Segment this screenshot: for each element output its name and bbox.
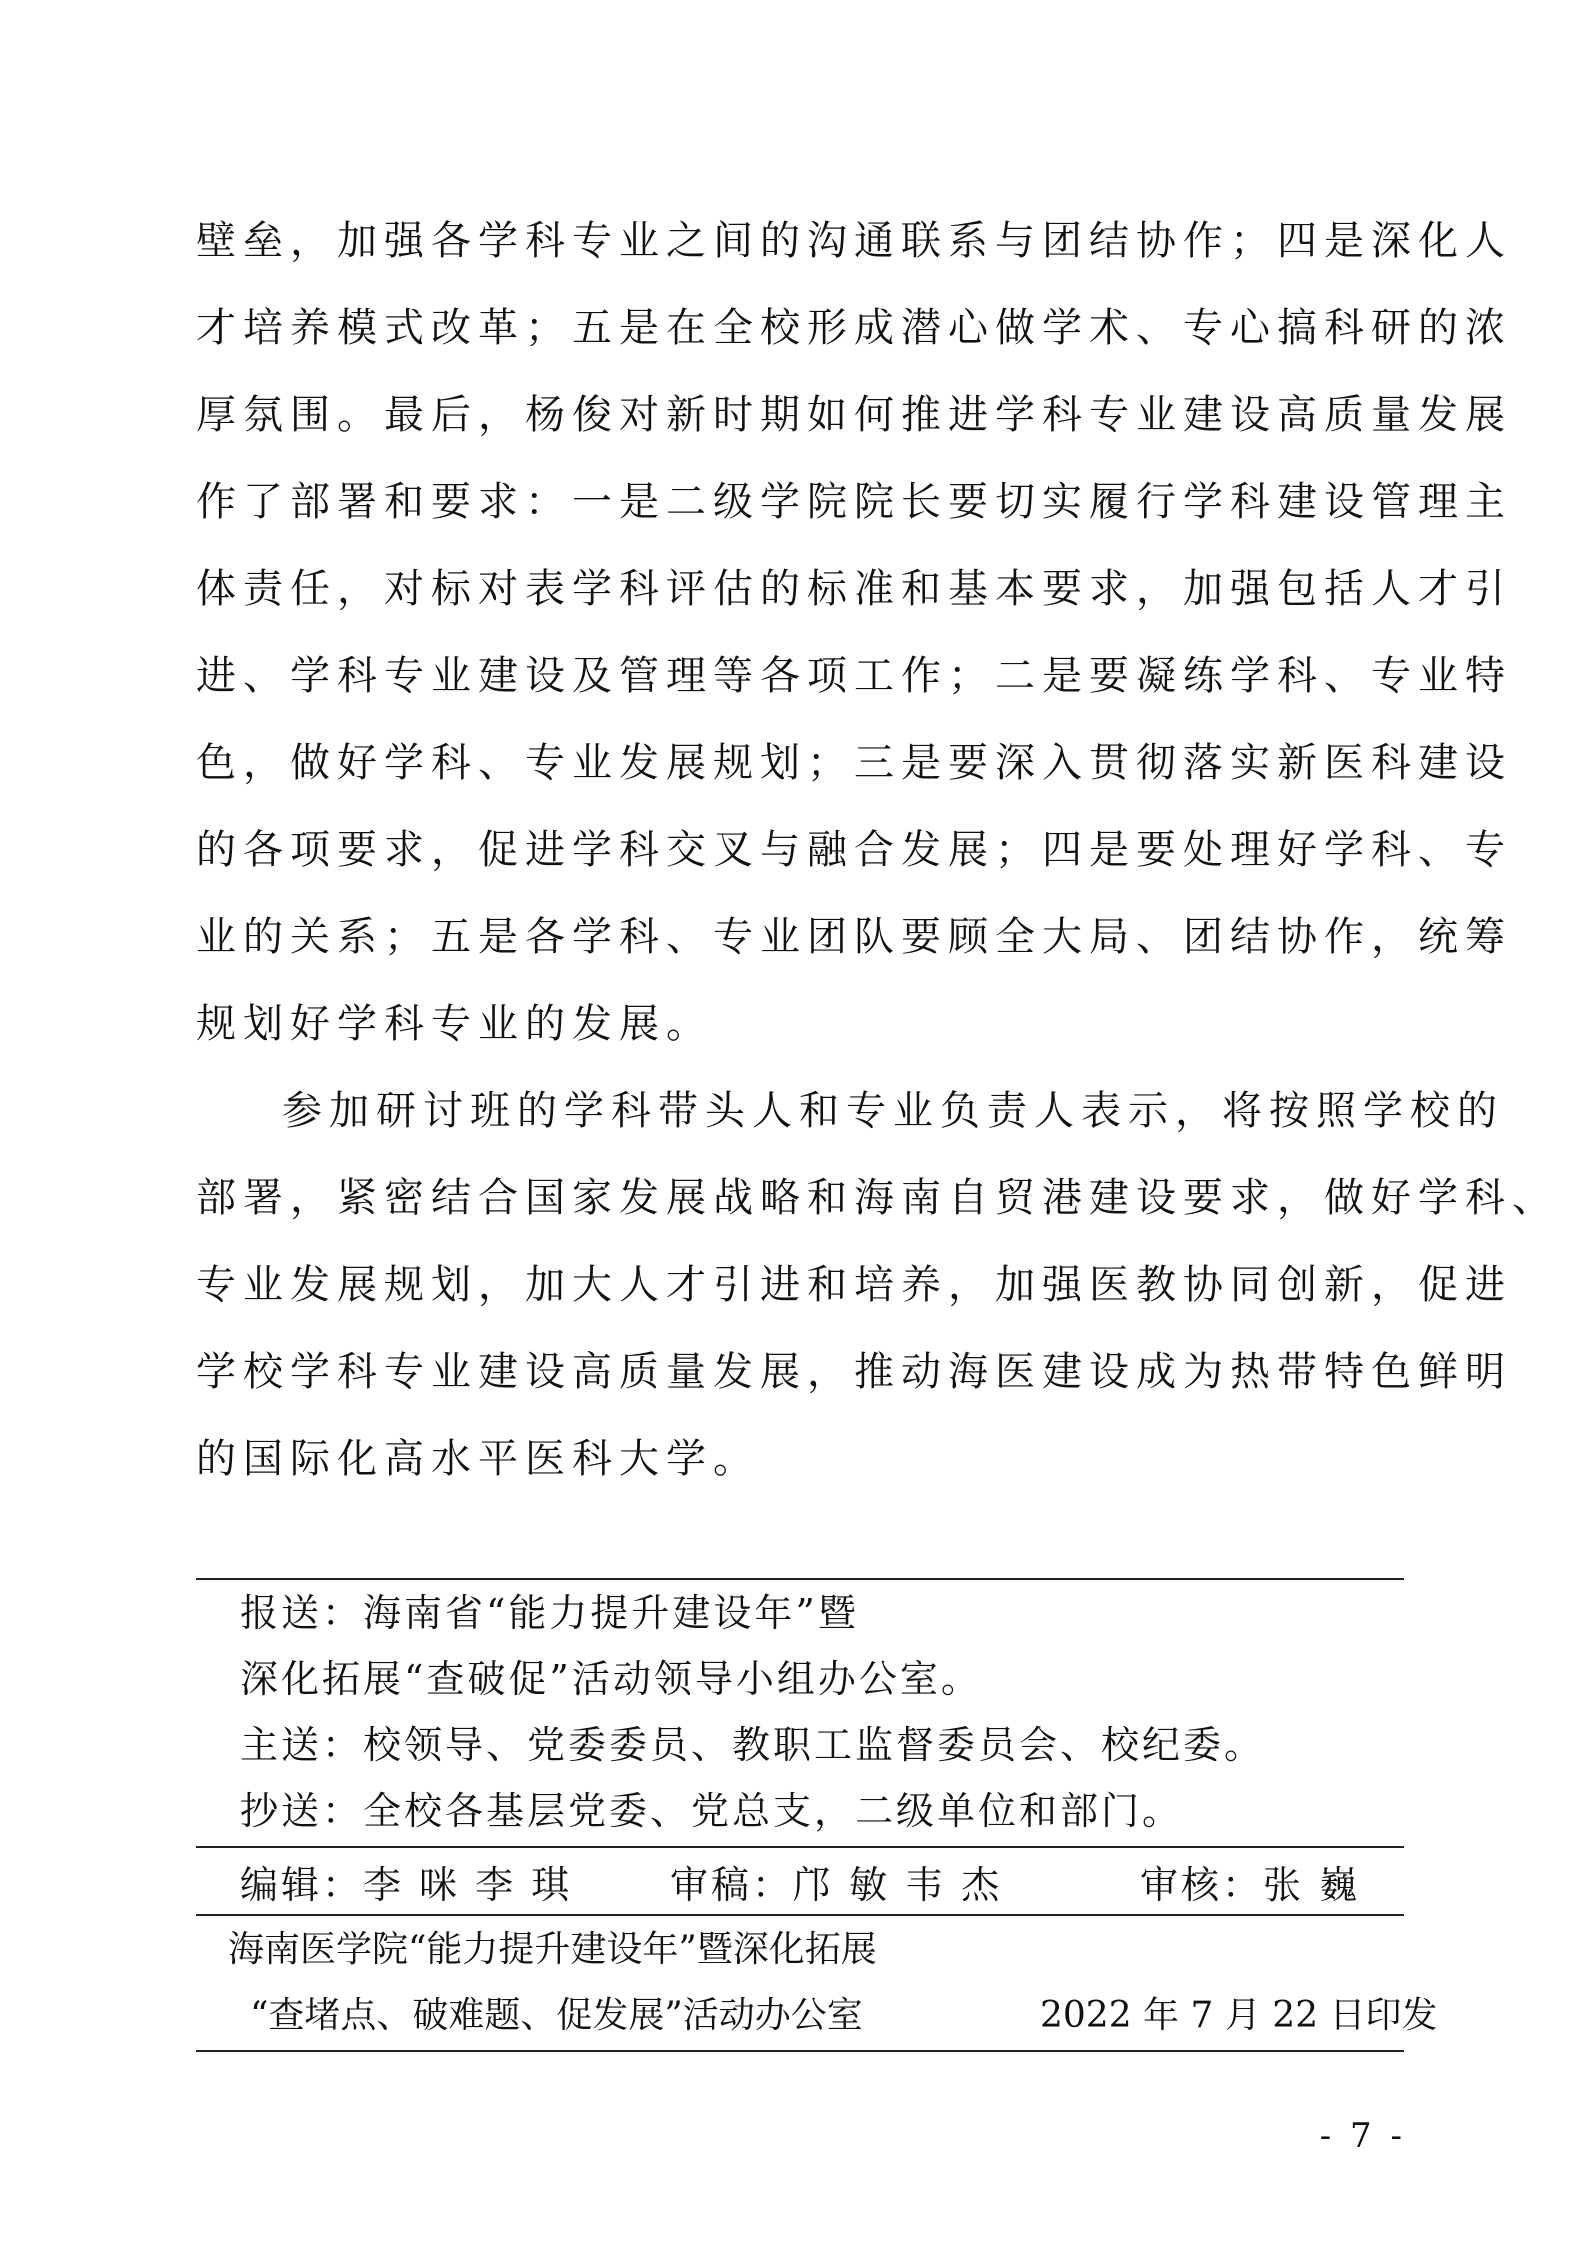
divider-issuer — [196, 1914, 1404, 1916]
paragraph-2-line: 的国际化高水平医科大学。 — [196, 1436, 760, 1482]
body-line: 壁垒，加强各学科专业之间的沟通联系与团结协作；四是深化人 — [196, 218, 1512, 264]
body-line: 的各项要求，促进学科交叉与融合发展；四是要处理好学科、专 — [196, 827, 1512, 873]
paragraph-2-line: 部署，紧密结合国家发展战略和海南自贸港建设要求，做好学科、 — [196, 1175, 1559, 1221]
paragraph-2-line: 专业发展规划，加大人才引进和培养，加强医教协同创新，促进 — [196, 1262, 1512, 1308]
body-line: 作了部署和要求：一是二级学院院长要切实履行学科建设管理主 — [196, 479, 1512, 525]
divider-bottom — [196, 2050, 1404, 2052]
report-to-line-2: 深化拓展“查破促”活动领导小组办公室。 — [240, 1657, 982, 1701]
reviewer-label: 审稿：邝 敏 韦 杰 — [670, 1863, 1003, 1907]
body-line: 规划好学科专业的发展。 — [196, 1001, 713, 1047]
body-line: 进、学科专业建设及管理等各项工作；二是要凝练学科、专业特 — [196, 653, 1512, 699]
issuer-line-1: 海南医学院“能力提升建设年”暨深化拓展 — [228, 1929, 877, 1970]
body-line: 才培养模式改革；五是在全校形成潜心做学术、专心搞科研的浓 — [196, 305, 1512, 351]
body-line: 色，做好学科、专业发展规划；三是要深入贯彻落实新医科建设 — [196, 740, 1512, 786]
divider-editors — [196, 1846, 1404, 1848]
report-to-line-1: 报送：海南省“能力提升建设年”暨 — [240, 1591, 859, 1635]
issue-date: 2022 年 7 月 22 日印发 — [1040, 1995, 1438, 2036]
page-number: - 7 - — [1319, 2116, 1406, 2156]
issuer-line-2: “查堵点、破难题、促发展”活动办公室 — [250, 1995, 863, 2036]
body-line: 厚氛围。最后，杨俊对新时期如何推进学科专业建设高质量发展 — [196, 392, 1512, 438]
cc-line: 抄送：全校各基层党委、党总支，二级单位和部门。 — [240, 1789, 1184, 1833]
paragraph-2-line: 学校学科专业建设高质量发展，推动海医建设成为热带特色鲜明 — [196, 1349, 1512, 1395]
editor-label: 编辑：李 咪 李 琪 — [240, 1863, 573, 1907]
body-line: 业的关系；五是各学科、专业团队要顾全大局、团结协作，统筹 — [196, 914, 1512, 960]
approver-label: 审核：张 巍 — [1140, 1863, 1361, 1907]
body-text — [196, 198, 1559, 1503]
paragraph-2-line: 参加研讨班的学科带头人和专业负责人表示，将按照学校的 — [282, 1088, 1504, 1134]
body-line: 体责任，对标对表学科评估的标准和基本要求，加强包括人才引 — [196, 566, 1512, 612]
main-send-line: 主送：校领导、党委委员、教职工监督委员会、校纪委。 — [240, 1723, 1266, 1767]
